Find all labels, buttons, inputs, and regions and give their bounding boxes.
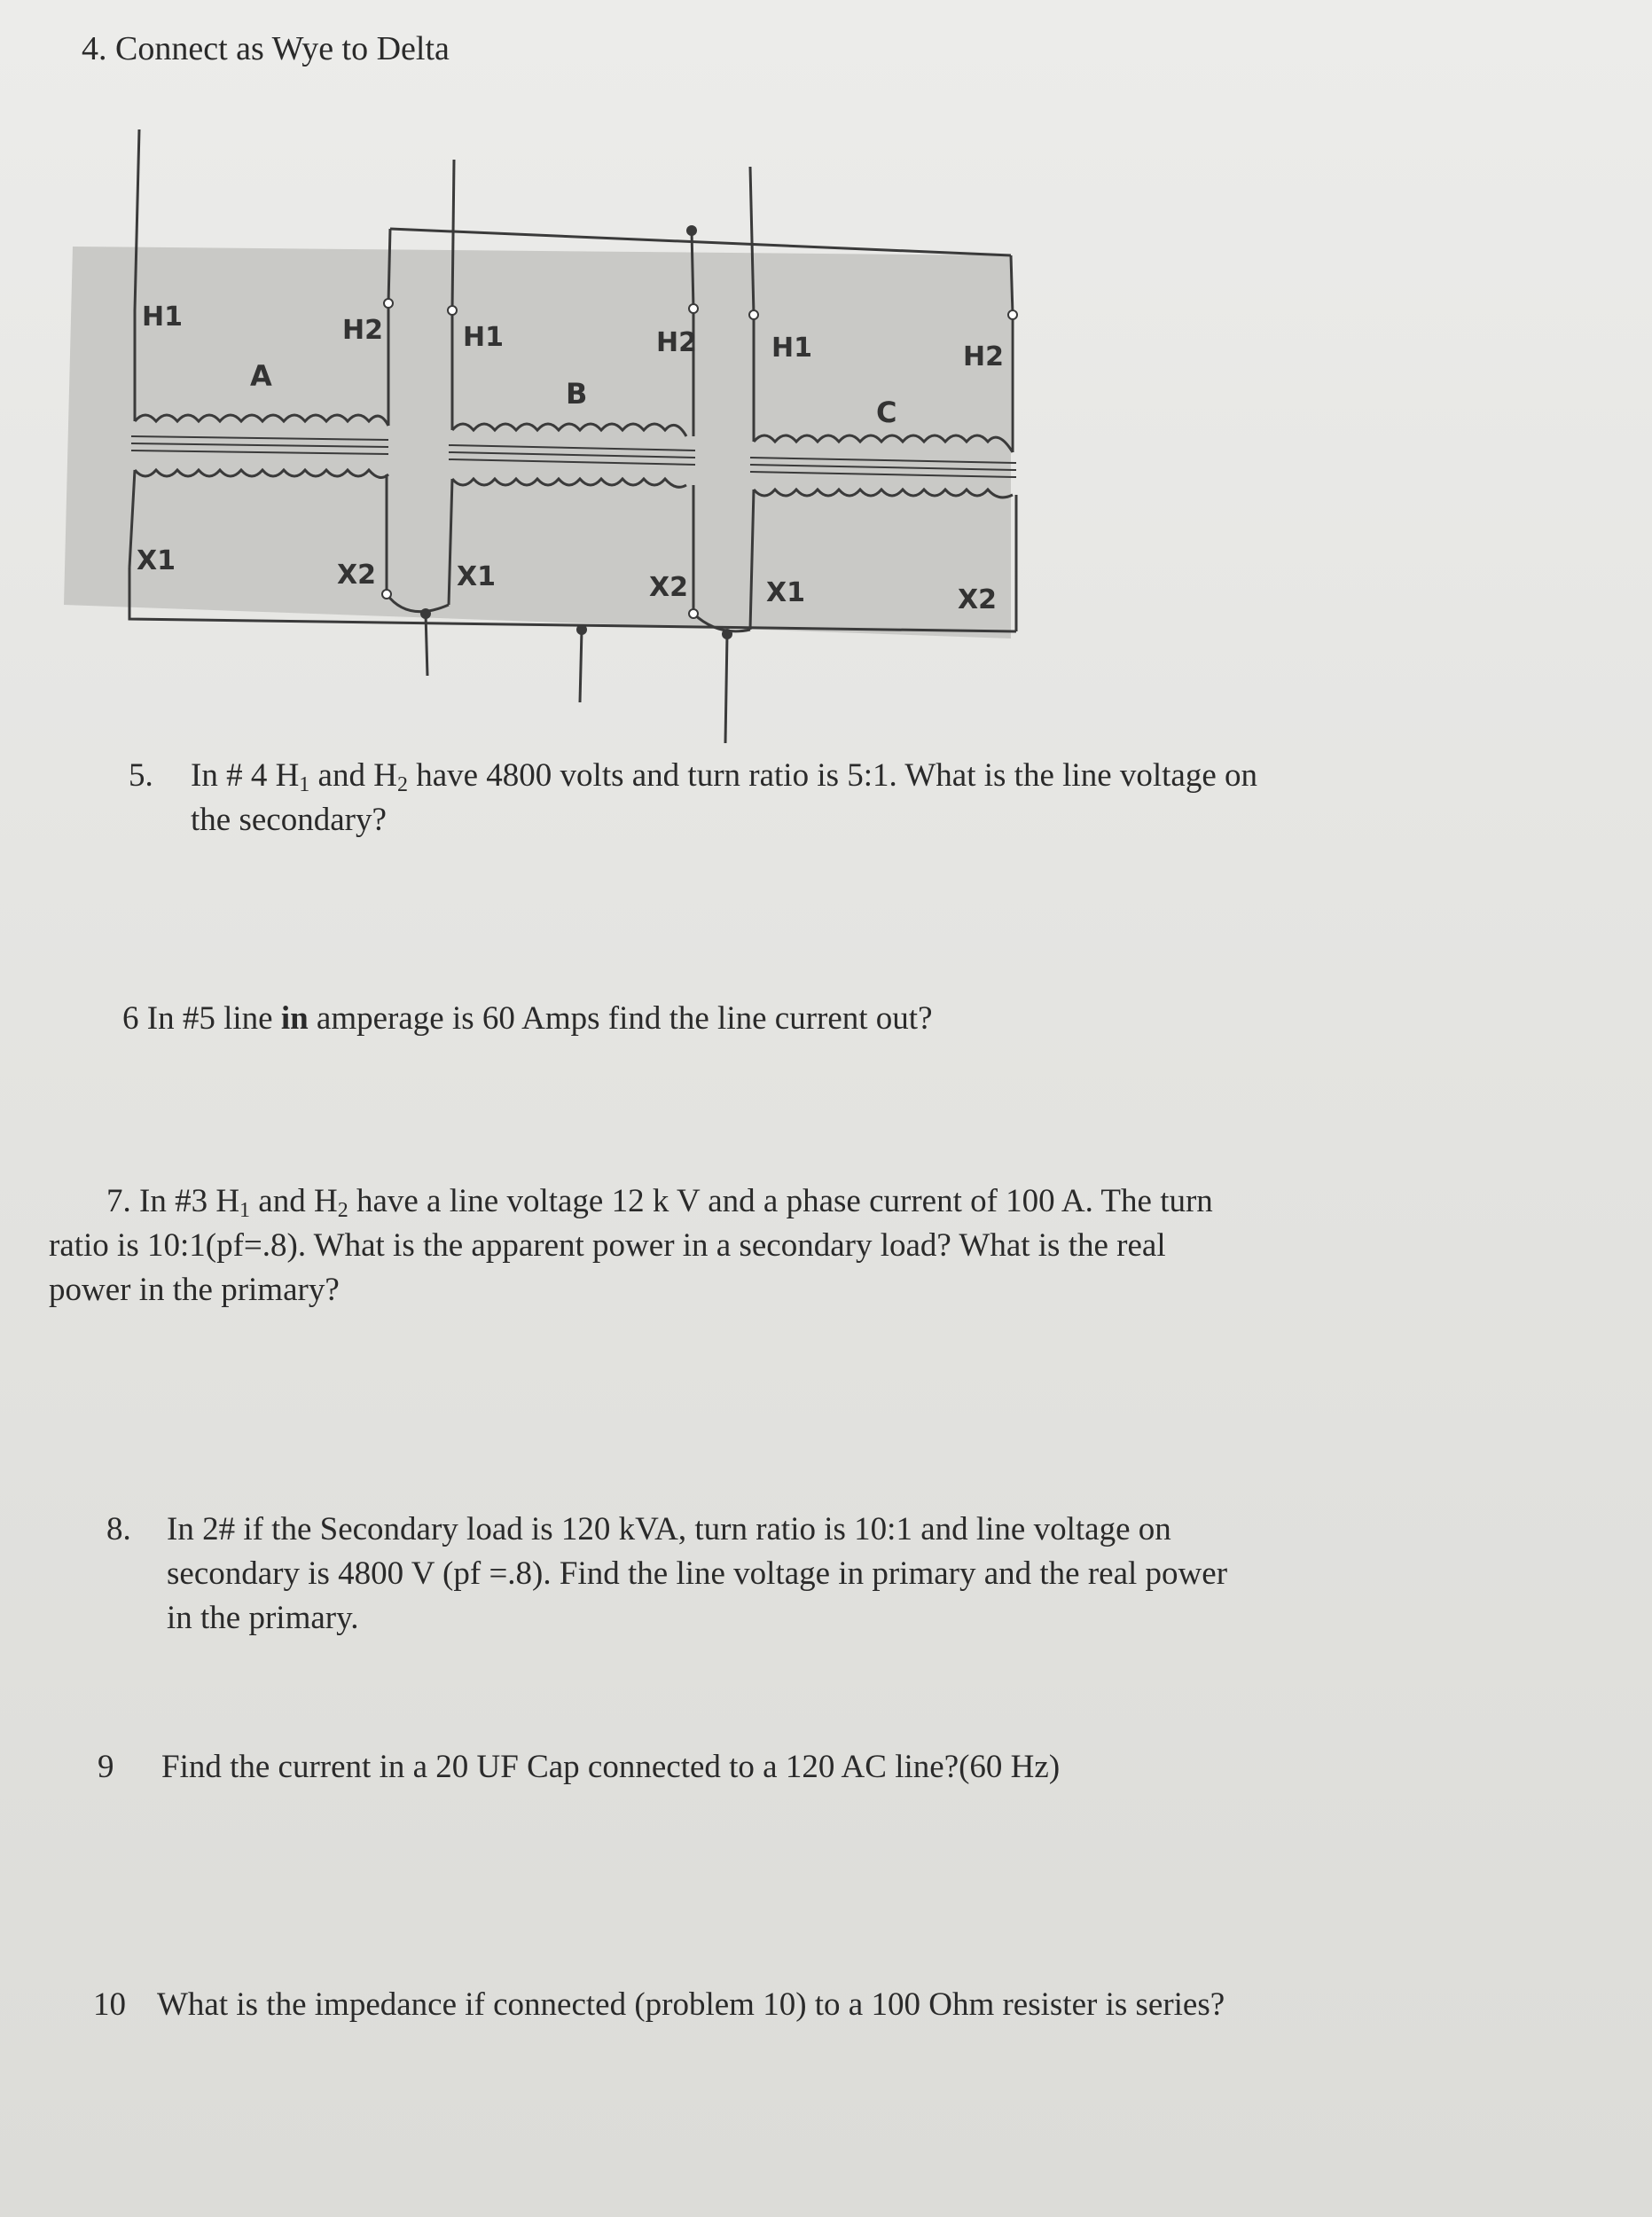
- question-5-line-2: the secondary?: [191, 802, 387, 838]
- transformer-c-h2-label: H2: [963, 341, 1004, 372]
- transformer-b-h2-label: H2: [656, 327, 697, 358]
- junction-dot: [686, 225, 697, 236]
- question-6-text: 6 In #5 line: [122, 1000, 281, 1037]
- transformer-c-label: C: [876, 396, 897, 429]
- question-7-line-3: power in the primary?: [49, 1272, 340, 1308]
- transformer-a-label: A: [250, 359, 272, 393]
- question-5-text: In # 4 H: [191, 757, 300, 794]
- delta-tap-b: [692, 231, 693, 309]
- terminal-dot: [1008, 310, 1017, 319]
- question-7-line-1: [49, 1179, 1468, 1224]
- secondary-output-1: [426, 614, 427, 676]
- question-7-text: 7. In #3 H: [106, 1183, 240, 1219]
- question-4-heading: 4. Connect as Wye to Delta: [82, 30, 450, 67]
- question-9-number: 9: [98, 1749, 114, 1785]
- transformer-c-h1-label: H1: [771, 333, 812, 364]
- question-5-number: 5.: [129, 757, 153, 794]
- question-8-text: In 2# if the Secondary load is 120 kVA, turn ratio is 10:1 and line voltage on: [167, 1511, 1171, 1547]
- question-10-number: 10: [93, 1986, 126, 2023]
- terminal-dot: [749, 310, 758, 319]
- delta-tap-a: [388, 229, 390, 303]
- junction-dot: [420, 608, 431, 619]
- junction-dot: [576, 624, 587, 635]
- question-7-line-2: ratio is 10:1(pf=.8). What is the apparent power in a secondary load? What is the real: [49, 1227, 1166, 1264]
- question-7: [49, 1179, 1468, 1312]
- question-8: [106, 1508, 1543, 1641]
- line-conductor-2: [452, 160, 454, 310]
- question-5: [129, 754, 1512, 842]
- question-8-line-3: in the primary.: [167, 1600, 359, 1636]
- secondary-output-2: [580, 630, 582, 702]
- question-8-line-1: [106, 1508, 1543, 1552]
- terminal-dot: [689, 609, 698, 618]
- transformer-b-x1-label: X1: [457, 561, 497, 592]
- question-7-text: have a line voltage 12 k V and a phase current of 100 A. The turn: [348, 1183, 1213, 1219]
- transformer-b-h1-label: H1: [463, 322, 504, 353]
- question-5-text: and H: [309, 757, 397, 794]
- delta-tap-c: [1011, 255, 1013, 315]
- question-6-text: amperage is 60 Amps find the line current out?: [308, 1000, 933, 1037]
- transformer-a-x1-label: X1: [137, 545, 176, 576]
- question-9-text: Find the current in a 20 UF Cap connected to a 120 AC line?(60 Hz): [161, 1749, 1061, 1785]
- question-5-text: have 4800 volts and turn ratio is 5:1. What is the line voltage on: [407, 757, 1258, 794]
- terminal-dot: [689, 304, 698, 313]
- diagram-shading: [64, 247, 1011, 638]
- transformer-a-x2-label: X2: [337, 560, 377, 591]
- junction-dot: [722, 629, 732, 639]
- subscript-2: 2: [396, 773, 408, 796]
- transformer-b-x2-label: X2: [649, 572, 689, 603]
- question-8-number: 8.: [106, 1511, 131, 1547]
- question-9: [98, 1745, 1060, 1790]
- subscript-2: 2: [337, 1199, 348, 1222]
- transformer-b-label: B: [566, 377, 588, 411]
- subscript-1: 1: [299, 773, 310, 796]
- wye-delta-transformer-diagram: [53, 115, 1029, 754]
- question-7-text: and H: [250, 1183, 338, 1219]
- terminal-dot: [384, 299, 393, 308]
- terminal-dot: [382, 590, 391, 599]
- question-10: [93, 1983, 1225, 2027]
- question-10-text: What is the impedance if connected (problem 10) to a 100 Ohm resister is series?: [157, 1986, 1225, 2023]
- secondary-output-3: [725, 634, 727, 743]
- question-6-emphasis: in: [280, 1000, 309, 1037]
- question-5-line-1: [129, 754, 1512, 798]
- transformer-c-x1-label: X1: [766, 577, 806, 608]
- question-6: [122, 997, 933, 1041]
- transformer-c-x2-label: X2: [958, 584, 998, 615]
- question-8-line-2: secondary is 4800 V (pf =.8). Find the line voltage in primary and the real power: [167, 1555, 1228, 1592]
- transformer-a-h1-label: H1: [142, 302, 183, 333]
- terminal-dot: [448, 306, 457, 315]
- subscript-1: 1: [239, 1199, 251, 1222]
- transformer-a-h2-label: H2: [342, 315, 383, 346]
